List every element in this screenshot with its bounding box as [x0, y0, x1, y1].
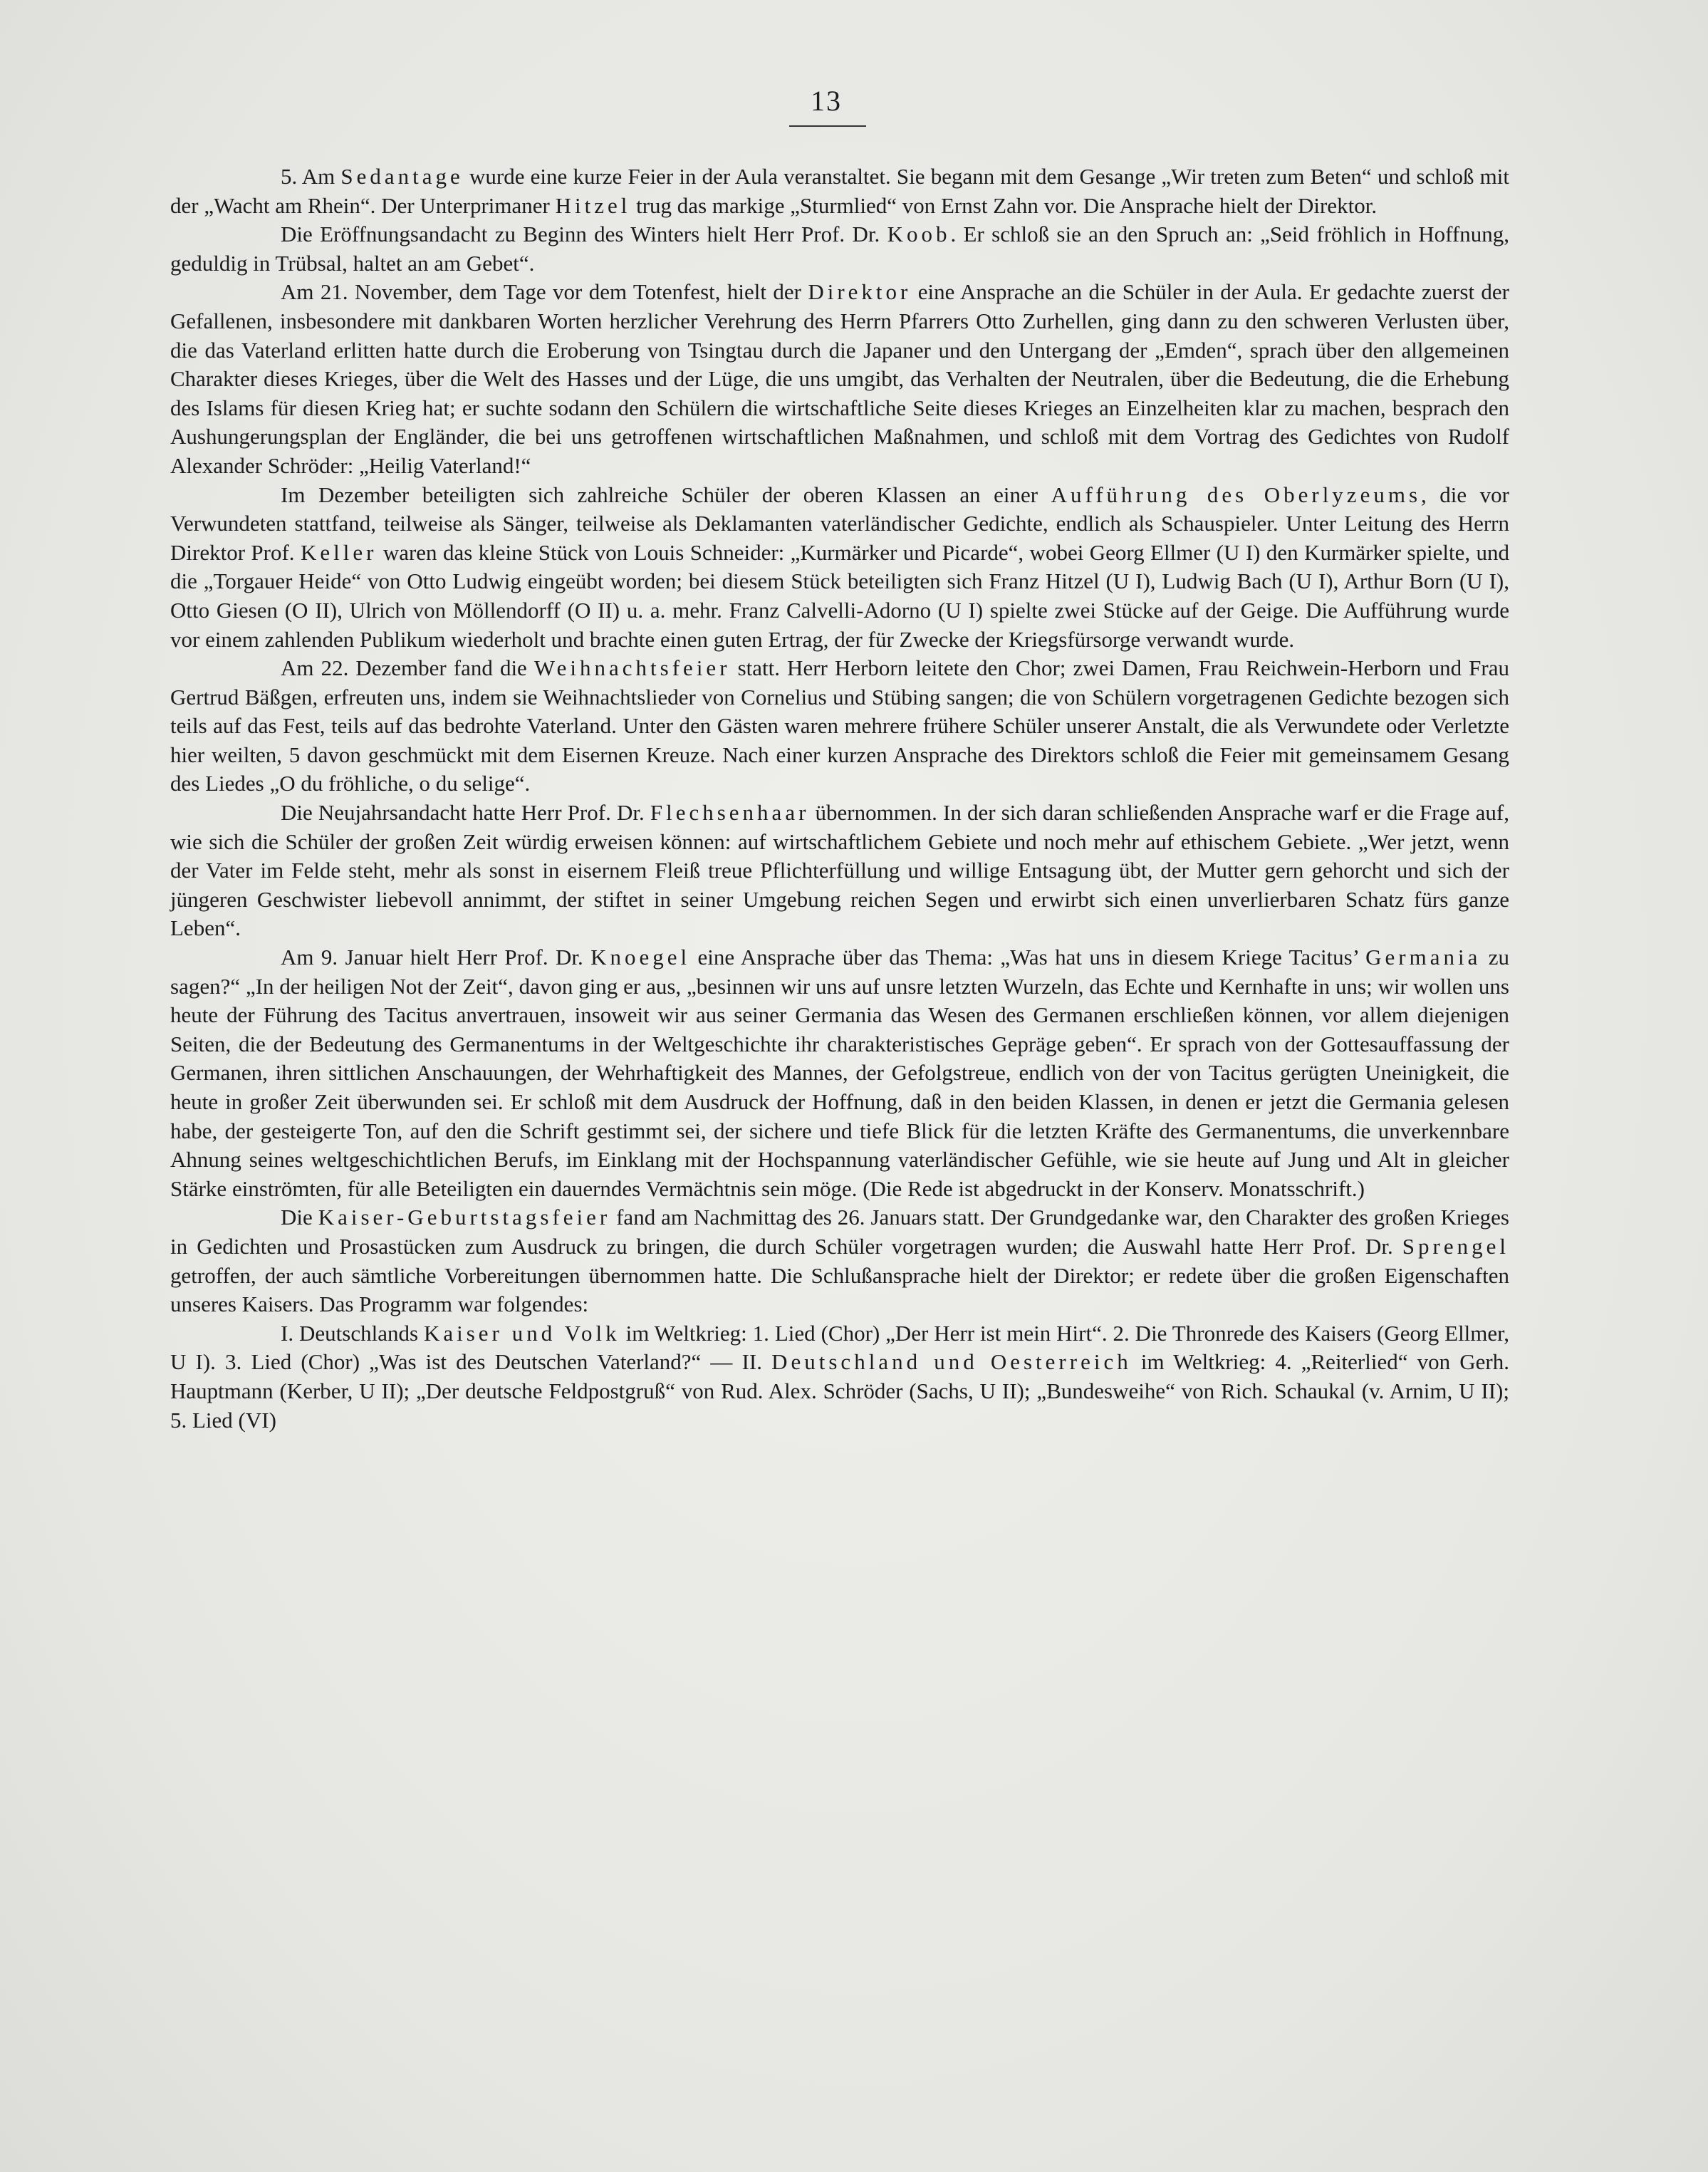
text-run: übernommen. In der sich daran schließenden Ansprache warf er die Frage auf, wie sich die Schüler der großen Zeit würdig erweisen können: auf wirtschaftlichem Gebiete und noch mehr auf ethischem Gebiete. „Wer jetzt, wenn der Vater im Felde steht, mehr als sonst in eisernem Fleiß treue Pflichterfüllung und willige Entsagung übt, der Mutter gern gehorcht und sich der jüngeren Geschwister liebevoll annimmt, der stiftet in seiner Umgebung reichen Segen und erwirbt sich einen unverlierbaren Schatz fürs ganze Leben“. — [170, 800, 1509, 941]
emphasized-term: Koob — [887, 222, 951, 247]
paragraph-programm — [170, 1319, 1509, 1435]
paragraph-germania — [170, 943, 1509, 1203]
text-run: Am 21. November, dem Tage vor dem Totenfest, hielt der — [281, 279, 808, 305]
text-run: statt. Herr Herborn leitete den Chor; zwei Damen, Frau Reichwein-Herborn und Frau Gertrud Bäßgen, erfreuten uns, indem sie Weihnachtslieder von Cornelius und Stübing sangen; die von Schülern vorgetragenen Gedichte bezogen sich teils auf das Fest, teils auf das bedrohte Vaterland. Unter den Gästen waren mehrere frühere Schüler unserer Anstalt, die als Verwundete oder Verletzte hier weilten, 5 davon geschmückt mit dem Eisernen Kreuze. Nach einer kurzen Ansprache des Direktors schloß die Feier mit gemeinsamem Gesang des Liedes „O du fröhliche, o du selige“. — [170, 655, 1509, 796]
emphasized-term: Deutschland und Oesterreich — [771, 1349, 1132, 1375]
emphasized-term: Direktor — [808, 279, 912, 305]
emphasized-term: Knoegel — [590, 945, 691, 970]
text-run: Die Neujahrsandacht hatte Herr Prof. Dr. — [281, 800, 650, 826]
paragraph-neujahrsandacht — [170, 799, 1509, 943]
text-run: Am 9. Januar hielt Herr Prof. Dr. — [281, 945, 591, 970]
text-run: Die Eröffnungsandacht zu Beginn des Winters hielt Herr Prof. Dr. — [281, 222, 887, 247]
text-run: Im Dezember beteiligten sich zahlreiche Schüler der oberen Klassen an einer — [281, 482, 1051, 507]
emphasized-term: Weihnachtsfeier — [533, 655, 731, 681]
emphasized-term: Kaiser und Volk — [423, 1320, 620, 1346]
emphasized-term: Kaiser-Geburtstagsfeier — [318, 1205, 611, 1230]
text-run: im Weltkrieg: 4. „Reiterlied“ von Gerh. Hauptmann (Kerber, U II); „Der deutsche Feldpostgruß“ von Rud. Alex. Schröder (Sachs, U II); „Bundesweihe“ von Rich. Schaukal (v. Arnim, U II); 5. Lied (VI) — [170, 1349, 1509, 1433]
text-run: wurde eine kurze Feier in der Aula veranstaltet. Sie begann mit dem Gesange „Wir treten zum Beten“ und schloß mit der „Wacht am Rhein“. Der Unterprimaner — [170, 164, 1509, 218]
text-run: eine Ansprache an die Schüler in der Aula. Er gedachte zuerst der Gefallenen, insbesondere mit dankbaren Worten herzlicher Verehrung des Herrn Pfarrers Otto Zurhellen, ging dann zu den schweren Verlusten über, die das Vaterland erlitten hatte durch die Eroberung von Tsingtau durch die Japaner und den Untergang der „Emden“, sprach über den allgemeinen Charakter dieses Krieges, über die Welt des Hasses und der Lüge, die uns umgibt, das Verhalten der Neutralen, über die Bedeutung, die die Erhebung des Islams für diesen Krieg hat; er suchte sodann den Schülern die wirtschaftliche Seite dieses Krieges an Einzelheiten klar zu machen, besprach den Aushungerungsplan der Engländer, die bei uns getroffenen wirtschaftlichen Maßnahmen, und schloß mit dem Vortrag des Gedichtes von Rudolf Alexander Schröder: „Heilig Vaterland!“ — [170, 279, 1510, 478]
paragraph-kaiser-geburtstag — [170, 1203, 1509, 1319]
text-run: fand am Nachmittag des 26. Januars statt. Der Grundgedanke war, den Charakter des großen Krieges in Gedichten und Prosastücken zum Ausdruck zu bringen, die durch Schüler vorgetragen wurden; die Auswahl hatte Herr Prof. Dr. — [170, 1205, 1509, 1259]
emphasized-term: Hitzel — [555, 192, 631, 218]
paragraph-eroeffnungsandacht — [170, 220, 1509, 278]
text-run: im Weltkrieg: 1. Lied (Chor) „Der Herr ist mein Hirt“. 2. Die Thronrede des Kaisers (Georg Ellmer, U I). 3. Lied (Chor) „Was ist des Deutschen Vaterland?“ — II. — [170, 1320, 1510, 1375]
paragraph-sedantag — [170, 162, 1509, 220]
text-run: zu sagen?“ „In der heiligen Not der Zeit“, davon ging er aus, „besinnen wir uns auf unsre letzten Wurzeln, das Echte und Kernhafte in uns; wir wollen uns heute der Führung des Tacitus anvertrauen, insoweit wir aus seiner Germania das Wesen des Germanen erschließen können, vor allem diejenigen Seiten, die der Bedeutung des Germanentums in der Weltgeschichte ihr charakteristisches Gepräge geben“. Er sprach von der Gottesauffassung der Germanen, ihren sittlichen Anschauungen, der Wehrhaftigkeit des Mannes, der Gefolgstreue, endlich von der von Tacitus gerügten Uneinigkeit, die heute in großer Zeit überwunden sei. Er schloß mit dem Ausdruck der Hoffnung, daß in den beiden Klassen, in denen er jetzt die Germania gelesen habe, der gesteigerte Ton, auf den die Schrift gestimmt sei, der sichere und tiefe Blick für die letzten Kräfte des Germanentums, die unverkennbare Ahnung seines weltgeschichtlichen Berufs, im Einklang mit der Hochspannung vaterländischer Gefühle, wie sie heute auf Jung und Alt in gleicher Stärke einströmten, für alle Beteiligten ein dauerndes Vermächtnis sein möge. (Die Rede ist abgedruckt in der Konserv. Monatsschrift.) — [170, 945, 1509, 1201]
emphasized-term: Sedantage — [340, 164, 464, 189]
text-run: trug das markige „Sturmlied“ von Ernst Zahn vor. Die Ansprache hielt der Direktor. — [630, 192, 1378, 218]
text-run: . Er schloß sie an den Spruch an: „Seid fröhlich in Hoffnung, geduldig in Trübsal, haltet an am Gebet“. — [170, 222, 1509, 276]
emphasized-term: Keller — [300, 539, 377, 565]
page-number: 13 — [811, 85, 842, 117]
text-run: getroffen, der auch sämtliche Vorbereitungen übernommen hatte. Die Schlußansprache hielt der Direktor; er redete über die großen Eigenschaften unseres Kaisers. Das Programm war folgendes: — [170, 1262, 1509, 1317]
page-number-rule — [789, 125, 866, 127]
emphasized-term: Aufführung des Oberlyzeums — [1051, 482, 1422, 507]
text-run: , die vor Verwundeten stattfand, teilweise als Sänger, teilweise als Deklamanten vaterländischer Gedichte, endlich als Schauspieler. Unter Leitung des Herrn Direktor Prof. — [170, 482, 1509, 565]
paragraph-auffuehrung — [170, 481, 1509, 655]
emphasized-term: Germania — [1365, 945, 1482, 970]
text-run: eine Ansprache über das Thema: „Was hat uns in diesem Kriege Tacitus’ — [690, 945, 1366, 970]
text-run: 5. Am — [281, 164, 341, 189]
paragraph-weihnachtsfeier — [170, 654, 1509, 799]
text-run: Am 22. Dezember fand die — [281, 655, 534, 681]
emphasized-term: Sprengel — [1402, 1233, 1509, 1259]
text-run: waren das kleine Stück von Louis Schneider: „Kurmärker und Picarde“, wobei Georg Ellmer (U I) den Kurmärker spielte, und die „Torgauer Heide“ von Otto Ludwig eingeübt worden; bei diesem Stück beteiligten sich Franz Hitzel (U I), Ludwig Bach (U I), Arthur Born (U I), Otto Giesen (O II), Ulrich von Möllendorff (O II) u. a. mehr. Franz Calvelli-Adorno (U I) spielte zwei Stücke auf der Geige. Die Aufführung wurde vor einem zahlenden Publikum wiederholt und brachte einen guten Ertrag, der für Zwecke der Kriegsfürsorge verwandt wurde. — [170, 539, 1510, 652]
paragraph-totenfest — [170, 278, 1509, 480]
document-body — [170, 162, 1509, 1435]
text-run: Die — [281, 1205, 318, 1230]
text-run: I. Deutschlands — [281, 1320, 424, 1346]
emphasized-term: Flechsenhaar — [650, 800, 810, 826]
